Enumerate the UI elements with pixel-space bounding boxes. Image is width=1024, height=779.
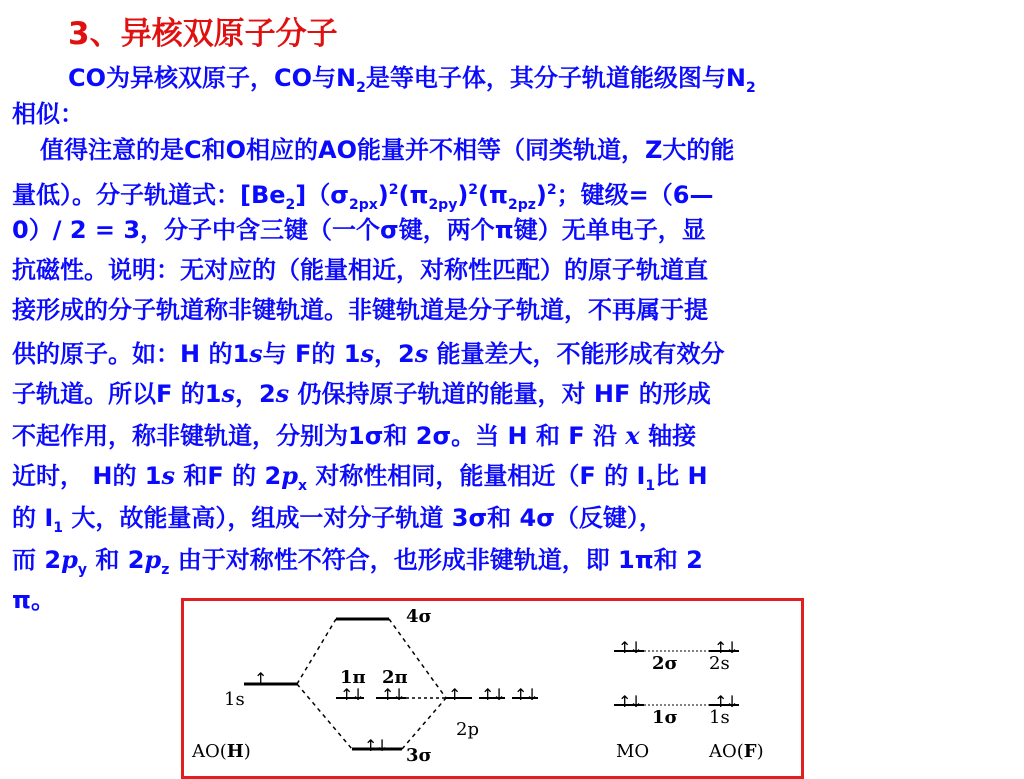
paragraph2-line9: 近时， H的 1s 和F 的 $2p_x$ 对称性相同，能量相近（F 的 $I_1$比 H <box>12 461 708 494</box>
electron-1sigma: ↑↓ <box>618 692 641 711</box>
paragraph2-line8: 不起作用，称非键轨道，分别为1σ和 2σ。当 H 和 F 沿 x 轴接 <box>12 421 697 450</box>
electron-f-1s: ↑↓ <box>714 692 737 711</box>
corr-h1s-4sigma <box>297 619 336 684</box>
electron-h-1s: ↑ <box>254 669 266 688</box>
label-mo: MO <box>616 741 650 762</box>
paragraph2-line6: 供的原子。如：H 的1s与 F的 1s，2s 能量差大，不能形成有效分 <box>12 339 725 368</box>
paragraph2-line5: 接形成的分子轨道称非键轨道。非键轨道是分子轨道，不再属于提 <box>12 296 708 324</box>
electron-1pi: ↑↓ <box>340 685 363 704</box>
paragraph2-line3: 0）/ 2 = 3，分子中含三键（一个σ键，两个π键）无单电子，显 <box>12 216 706 244</box>
electron-2p-b: ↑↓ <box>481 685 504 704</box>
corr-3sigma-2p <box>402 698 446 749</box>
paragraph2-line11: 而 $2p_y$ 和 $2p_z$ 由于对称性不符合，也形成非键轨道，即 1π和 2 <box>12 545 703 578</box>
label-2pi: 2π <box>382 667 408 688</box>
paragraph2-line12: π。 <box>12 586 55 614</box>
page-title: 3、异核双原子分子 <box>68 16 338 52</box>
electron-f-2s: ↑↓ <box>714 638 737 657</box>
paragraph2-line1: 值得注意的是C和O相应的AO能量并不相等（同类轨道，Z大的能 <box>40 136 735 164</box>
label-h-1s: 1s <box>224 689 245 710</box>
electron-2sigma: ↑↓ <box>618 638 641 657</box>
paragraph2-line7: 子轨道。所以F 的1s，2s 仍保持原子轨道的能量，对 HF 的形成 <box>12 379 711 408</box>
label-ao-h: AO(H) <box>192 741 251 762</box>
label-1pi: 1π <box>340 667 366 688</box>
electron-2p-a: ↑ <box>448 685 460 704</box>
label-ao-f: AO(F) <box>709 741 764 762</box>
label-1sigma: 1σ <box>652 707 678 728</box>
label-4sigma: 4σ <box>406 606 432 627</box>
paragraph2-line2: 量低）。分子轨道式：$[Be_2](\sigma_{2px})^2(\pi_{2py})^2(\pi_{2pz})^2$；键级=（6— <box>12 181 714 213</box>
paragraph2-line10: 的 $I_1$ 大，故能量高），组成一对分子轨道 3σ和 4σ（反键）， <box>12 504 663 536</box>
label-f-2p: 2p <box>456 719 479 740</box>
paragraph1-line2: 相似： <box>12 100 84 128</box>
electron-3sigma: ↑↓ <box>364 736 387 755</box>
label-f-1s: 1s <box>709 707 730 728</box>
label-f-2s: 2s <box>709 653 730 674</box>
electron-2pi: ↑↓ <box>381 685 404 704</box>
label-2sigma: 2σ <box>652 653 678 674</box>
hf-mo-energy-diagram <box>181 598 804 779</box>
electron-2p-c: ↑↓ <box>514 685 537 704</box>
label-3sigma: 3σ <box>406 745 432 766</box>
paragraph2-line4: 抗磁性。说明：无对应的（能量相近，对称性匹配）的原子轨道直 <box>12 256 708 284</box>
paragraph1-line1: CO为异核双原子，CO与$N_2$是等电子体，其分子轨道能级图与$N_2$ <box>68 64 756 96</box>
